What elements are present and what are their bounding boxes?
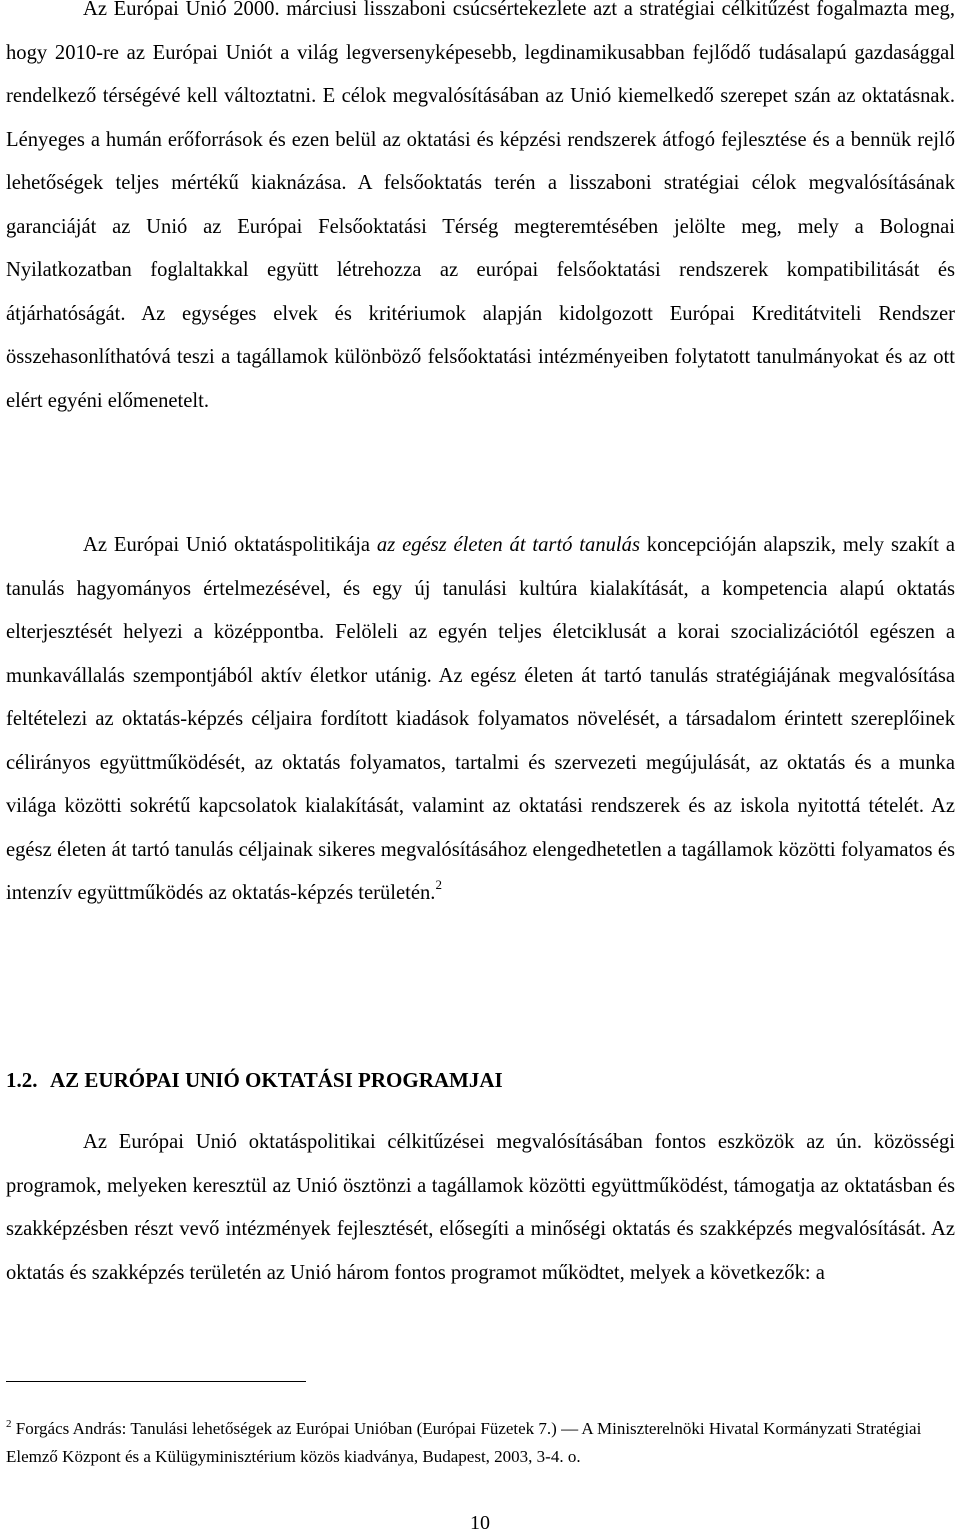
- paragraph-community-programmes: [6, 1121, 955, 1295]
- paragraph-lisbon-strategy: [6, 0, 955, 423]
- paragraph-lifelong-learning: [6, 524, 955, 917]
- paragraph-text: Az Európai Unió oktatáspolitikai célkitűzései megvalósításában fontos eszközök az ún. közösségi programok, melyeken keresztül az Unió ösztönzi a tagállamok közötti együttműködést, támogatja az oktatásban és szakképzésben részt vevő intézmények fejlesztését, elősegíti a minőségi oktatás és szakképzés megvalósítását. Az oktatás és szakképzés területén az Unió három fontos programot működtet, melyek a következők: a: [6, 1131, 955, 1284]
- emphasized-term: az egész életen át tartó tanulás: [376, 534, 640, 556]
- section-heading: [6, 1064, 503, 1096]
- footnote-text: Forgács András: Tanulási lehetőségek az Európai Unióban (Európai Füzetek 7.) ― A Miniszterelnöki Hivatal Kormányzati Stratégiai Elemző Központ és a Külügyminisztérium közös kiadványa, Budapest, 2003, 3-4. o.: [6, 1419, 922, 1466]
- paragraph-text-start: Az Európai Unió oktatáspolitikája: [83, 534, 377, 556]
- footnote-reference[interactable]: 2: [435, 877, 442, 892]
- paragraph-text-end: koncepcióján alapszik, mely szakít a tanulás hagyományos értelmezésével, és egy új tanulási kultúra kialakítását, a kompetencia alapú oktatás elterjesztését helyezi a középpontba. Felöleli az egyén teljes életciklusát a korai szocializációtól egészen a munkavállalás szempontjából aktív életkor utánig. Az egész életen át tartó tanulás stratégiájának megvalósítása feltételezi az oktatás-képzés céljaira fordított kiadások folyamatos növelését, a társadalom érintett szereplőinek célirányos együttműködését, az oktatás folyamatos, tartalmi és szervezeti megújulását, az oktatás és a munka világa közötti sokrétű kapcsolatok kialakítását, valamint az oktatási rendszerek és az iskola nyitottá tételét. Az egész életen át tartó tanulás céljainak sikeres megvalósításához elengedhetetlen a tagállamok közötti folyamatos és intenzív együttműködés az oktatás-képzés területén.: [6, 534, 955, 904]
- footnote-separator: [6, 1381, 306, 1382]
- paragraph-text: Az Európai Unió 2000. márciusi lisszaboni csúcsértekezlete azt a stratégiai célkitűzést fogalmazta meg, hogy 2010-re az Európai Uniót a világ legversenyképesebb, legdinamikusabban fejlődő tudásalapú gazdasággal rendelkező térségévé kell változtatni. E célok megvalósításában az Unió kiemelkedő szerepet szán az oktatásnak. Lényeges a humán erőforrások és ezen belül az oktatási és képzési rendszerek átfogó fejlesztése és a bennük rejlő lehetőségek teljes mértékű kiaknázása. A felsőoktatás terén a lisszaboni stratégiai célok megvalósításának garanciáját az Unió az Európai Felsőoktatási Térség megteremtésében jelölte meg, mely a Bolognai Nyilatkozatban foglaltakkal együtt létrehozza az európai felsőoktatási rendszerek kompatibilitását és átjárhatóságát. Az egységes elvek és kritériumok alapján kidolgozott Európai Kreditátviteli Rendszer összehasonlíthatóvá teszi a tagállamok különböző felsőoktatási intézményeiben folytatott tanulmányokat és az ott elért egyéni előmenetelt.: [6, 0, 955, 412]
- section-title: AZ EURÓPAI UNIÓ OKTATÁSI PROGRAMJAI: [50, 1068, 503, 1092]
- footnote: [6, 1416, 946, 1470]
- section-number: 1.2.: [6, 1068, 38, 1092]
- footnote-marker: 2: [6, 1418, 12, 1430]
- page-number: 10: [470, 1512, 490, 1534]
